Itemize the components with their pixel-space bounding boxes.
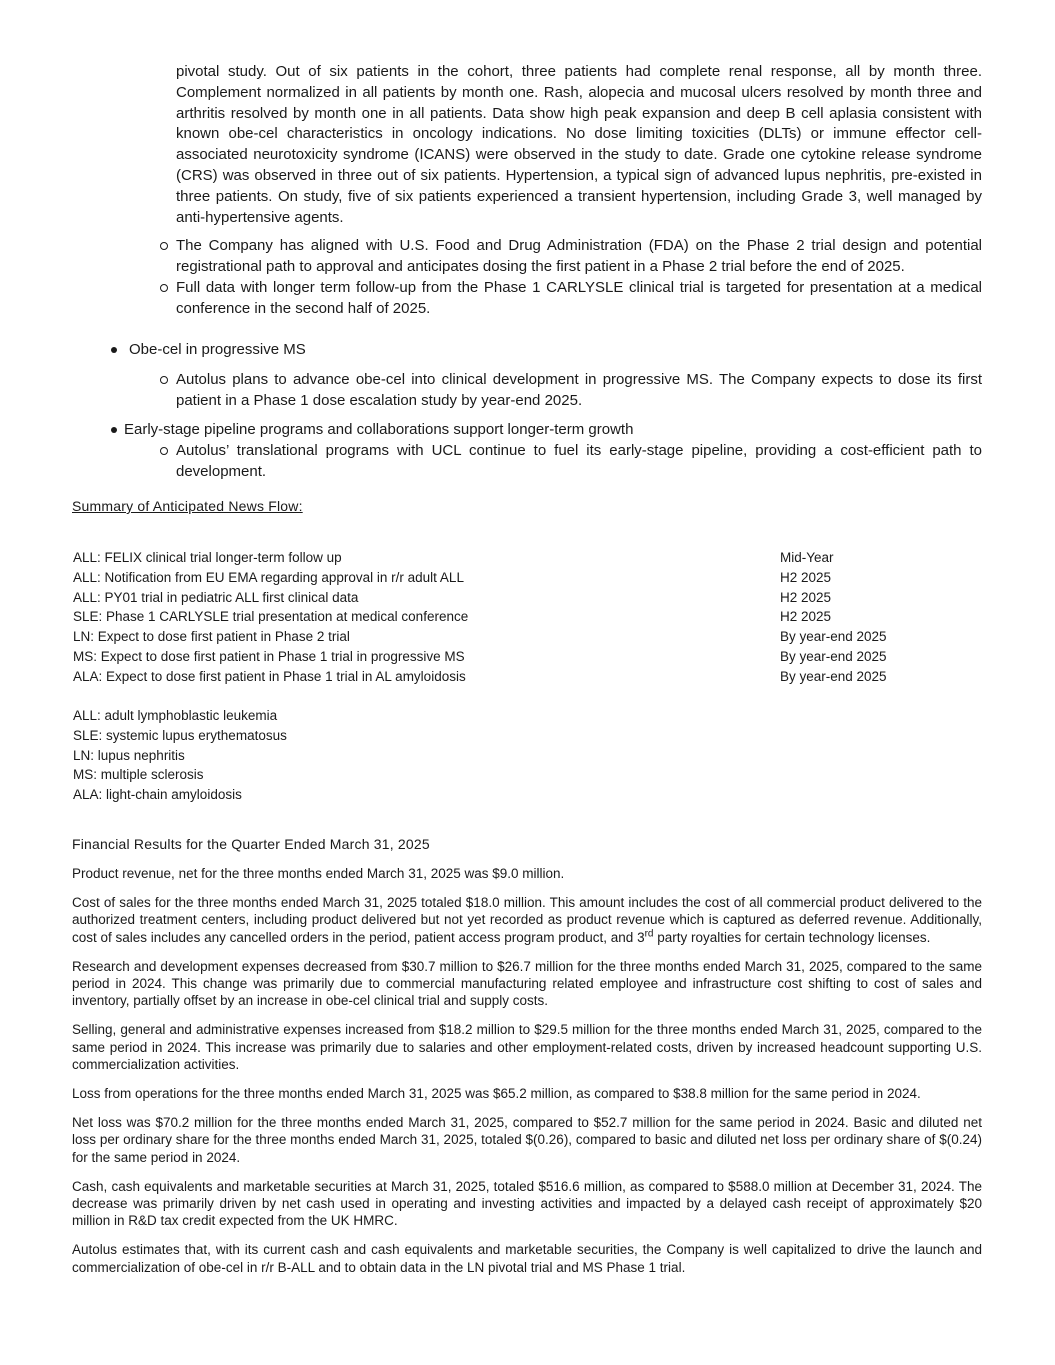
ms-bullet: Obe-cel in progressive MS [129, 340, 306, 361]
filled-bullet-icon [111, 347, 117, 353]
pipeline-sub-bullet-list [176, 441, 982, 483]
table-row [73, 667, 887, 687]
news-flow-table [73, 548, 887, 687]
net-loss-paragraph: Net loss was $70.2 million for the three months ended March 31, 2025, compared to $52.7 million for the same period in 2024. Basic and diluted net loss per ordinary share for the three months ended March 31, 2025, totaled $(0.26), compared to basic and diluted net loss per ordinary share of $(0.24) for the same period in 2024. [72, 1115, 982, 1165]
news-timing: By year-end 2025 [780, 668, 887, 684]
financial-results [72, 865, 982, 1288]
news-timing: By year-end 2025 [780, 648, 887, 664]
list-item: Autolus plans to advance obe-cel into clinical development in progressive MS. The Company expects to dose its first patient in a Phase 1 dose escalation study by year-end 2025. [176, 370, 982, 412]
cash-paragraph: Cash, cash equivalents and marketable securities at March 31, 2025, totaled $516.6 million, as compared to $588.0 million at December 31, 2024. The decrease was primarily driven by net cash used in operating and investing activities and impacted by a delayed cash receipt of approximately $20 million in R&D tax credit expected from the UK HMRC. [72, 1178, 982, 1229]
news-item: LN: Expect to dose first patient in Phase 2 trial [73, 629, 350, 645]
abbreviation: LN: lupus nephritis [73, 747, 185, 763]
hollow-bullet-icon [160, 447, 168, 455]
filled-bullet-icon [111, 427, 117, 433]
table-row [73, 607, 887, 627]
news-timing: H2 2025 [780, 569, 832, 585]
news-timing: H2 2025 [780, 609, 832, 625]
list-item: Autolus’ translational programs with UCL continue to fuel its early-stage pipeline, providing a cost-efficient path to development. [176, 441, 982, 483]
table-row [73, 627, 887, 647]
news-item: ALL: FELIX clinical trial longer-term follow up [73, 550, 342, 565]
table-row [73, 548, 887, 568]
abbreviations-list [73, 706, 287, 805]
ms-sub-block [176, 370, 982, 412]
news-timing: H2 2025 [780, 589, 832, 605]
sle-continuation-block [176, 62, 982, 320]
news-flow-heading: Summary of Anticipated News Flow: [72, 498, 303, 514]
hollow-bullet-icon [160, 376, 168, 384]
news-item: ALL: PY01 trial in pediatric ALL first clinical data [73, 589, 359, 605]
list-item: Full data with longer term follow-up from the Phase 1 CARLYSLE clinical trial is targeted for presentation at a medical conference in the second half of 2025. [176, 278, 982, 320]
abbreviation: SLE: systemic lupus erythematosus [73, 727, 287, 743]
financial-heading: Financial Results for the Quarter Ended March 31, 2025 [72, 836, 430, 852]
cost-of-sales-paragraph: Cost of sales for the three months ended March 31, 2025 totaled $18.0 million. This amount includes the cost of all commercial product delivered to the authorized treatment centers, including product delivered but not yet recorded as product revenue which is captured as deferred revenue. Additionally, cost of sales includes any cancelled orders in the period, patient access program product, and 3rd party royalties for certain technology licenses. [72, 895, 982, 945]
rnd-paragraph: Research and development expenses decreased from $30.7 million to $26.7 million for the three months ended March 31, 2025, compared to the same period in 2024. This change was primarily due to commercial manufacturing related employee and infrastructure cost shifting to cost of sales and inventory, partially offset by an increase in obe-cel clinical trial and supply costs. [72, 958, 982, 1009]
outlook-paragraph: Autolus estimates that, with its current cash and cash equivalents and marketable securities, the Company is well capitalized to drive the launch and commercialization of obe-cel in r/r B-ALL and to obtain data in the LN pivotal trial and MS Phase 1 trial. [72, 1242, 982, 1275]
news-item: SLE: Phase 1 CARLYSLE trial presentation at medical conference [73, 609, 469, 625]
sga-paragraph: Selling, general and administrative expenses increased from $18.2 million to $29.5 million for the three months ended March 31, 2025, compared to the same period in 2024. This increase was primarily due to salaries and other employment-related costs, driven by increased headcount supporting U.S. commercialization activities. [72, 1022, 982, 1072]
pipeline-sub-block [176, 441, 982, 483]
hollow-bullet-icon [160, 284, 168, 292]
news-timing: By year-end 2025 [780, 629, 887, 645]
table-row [73, 568, 887, 588]
abbreviation: ALA: light-chain amyloidosis [73, 787, 242, 803]
list-item: The Company has aligned with U.S. Food and Drug Administration (FDA) on the Phase 2 trial design and potential registrational path to approval and anticipates dosing the first patient in a Phase 2 trial before the end of 2025. [176, 236, 982, 278]
loss-from-operations-paragraph: Loss from operations for the three months ended March 31, 2025 was $65.2 million, as compared to $38.8 million for the same period in 2024. [72, 1086, 921, 1102]
continuation-paragraph: pivotal study. Out of six patients in the cohort, three patients had complete renal response, all by month three. Complement normalized in all patients by month one. Rash, alopecia and mucosal ulcers resolved by month three and arthritis resolved by month one in all patients. Data show high peak expansion and deep B cell aplasia consistent with known obe-cel characteristics in oncology indications. No dose limiting toxicities (DLTs) or immune effector cell-associated neurotoxicity syndrome (ICANS) were observed in the study to date. Grade one cytokine release syndrome (CRS) was observed in three out of six patients. Hypertension, a typical sign of advanced lupus nephritis, pre-existed in three patients. On study, five of six patients experienced a transient hypertension, including Grade 3, well managed by anti-hypertensive agents. [176, 63, 982, 226]
news-timing: Mid-Year [780, 550, 834, 565]
news-item: ALL: Notification from EU EMA regarding approval in r/r adult ALL [73, 569, 464, 585]
hollow-bullet-icon [160, 242, 168, 250]
pipeline-bullet: Early-stage pipeline programs and collaborations support longer-term growth [124, 420, 633, 441]
abbreviation: MS: multiple sclerosis [73, 767, 204, 783]
ms-sub-bullet-list [176, 370, 982, 412]
table-row [73, 588, 887, 608]
abbreviation: ALL: adult lymphoblastic leukemia [73, 708, 278, 723]
sle-sub-bullet-list [176, 236, 982, 319]
product-revenue-paragraph: Product revenue, net for the three months ended March 31, 2025 was $9.0 million. [72, 866, 565, 881]
news-item: ALA: Expect to dose first patient in Phase 1 trial in AL amyloidosis [73, 668, 466, 684]
table-row [73, 647, 887, 667]
news-item: MS: Expect to dose first patient in Phase 1 trial in progressive MS [73, 648, 465, 664]
